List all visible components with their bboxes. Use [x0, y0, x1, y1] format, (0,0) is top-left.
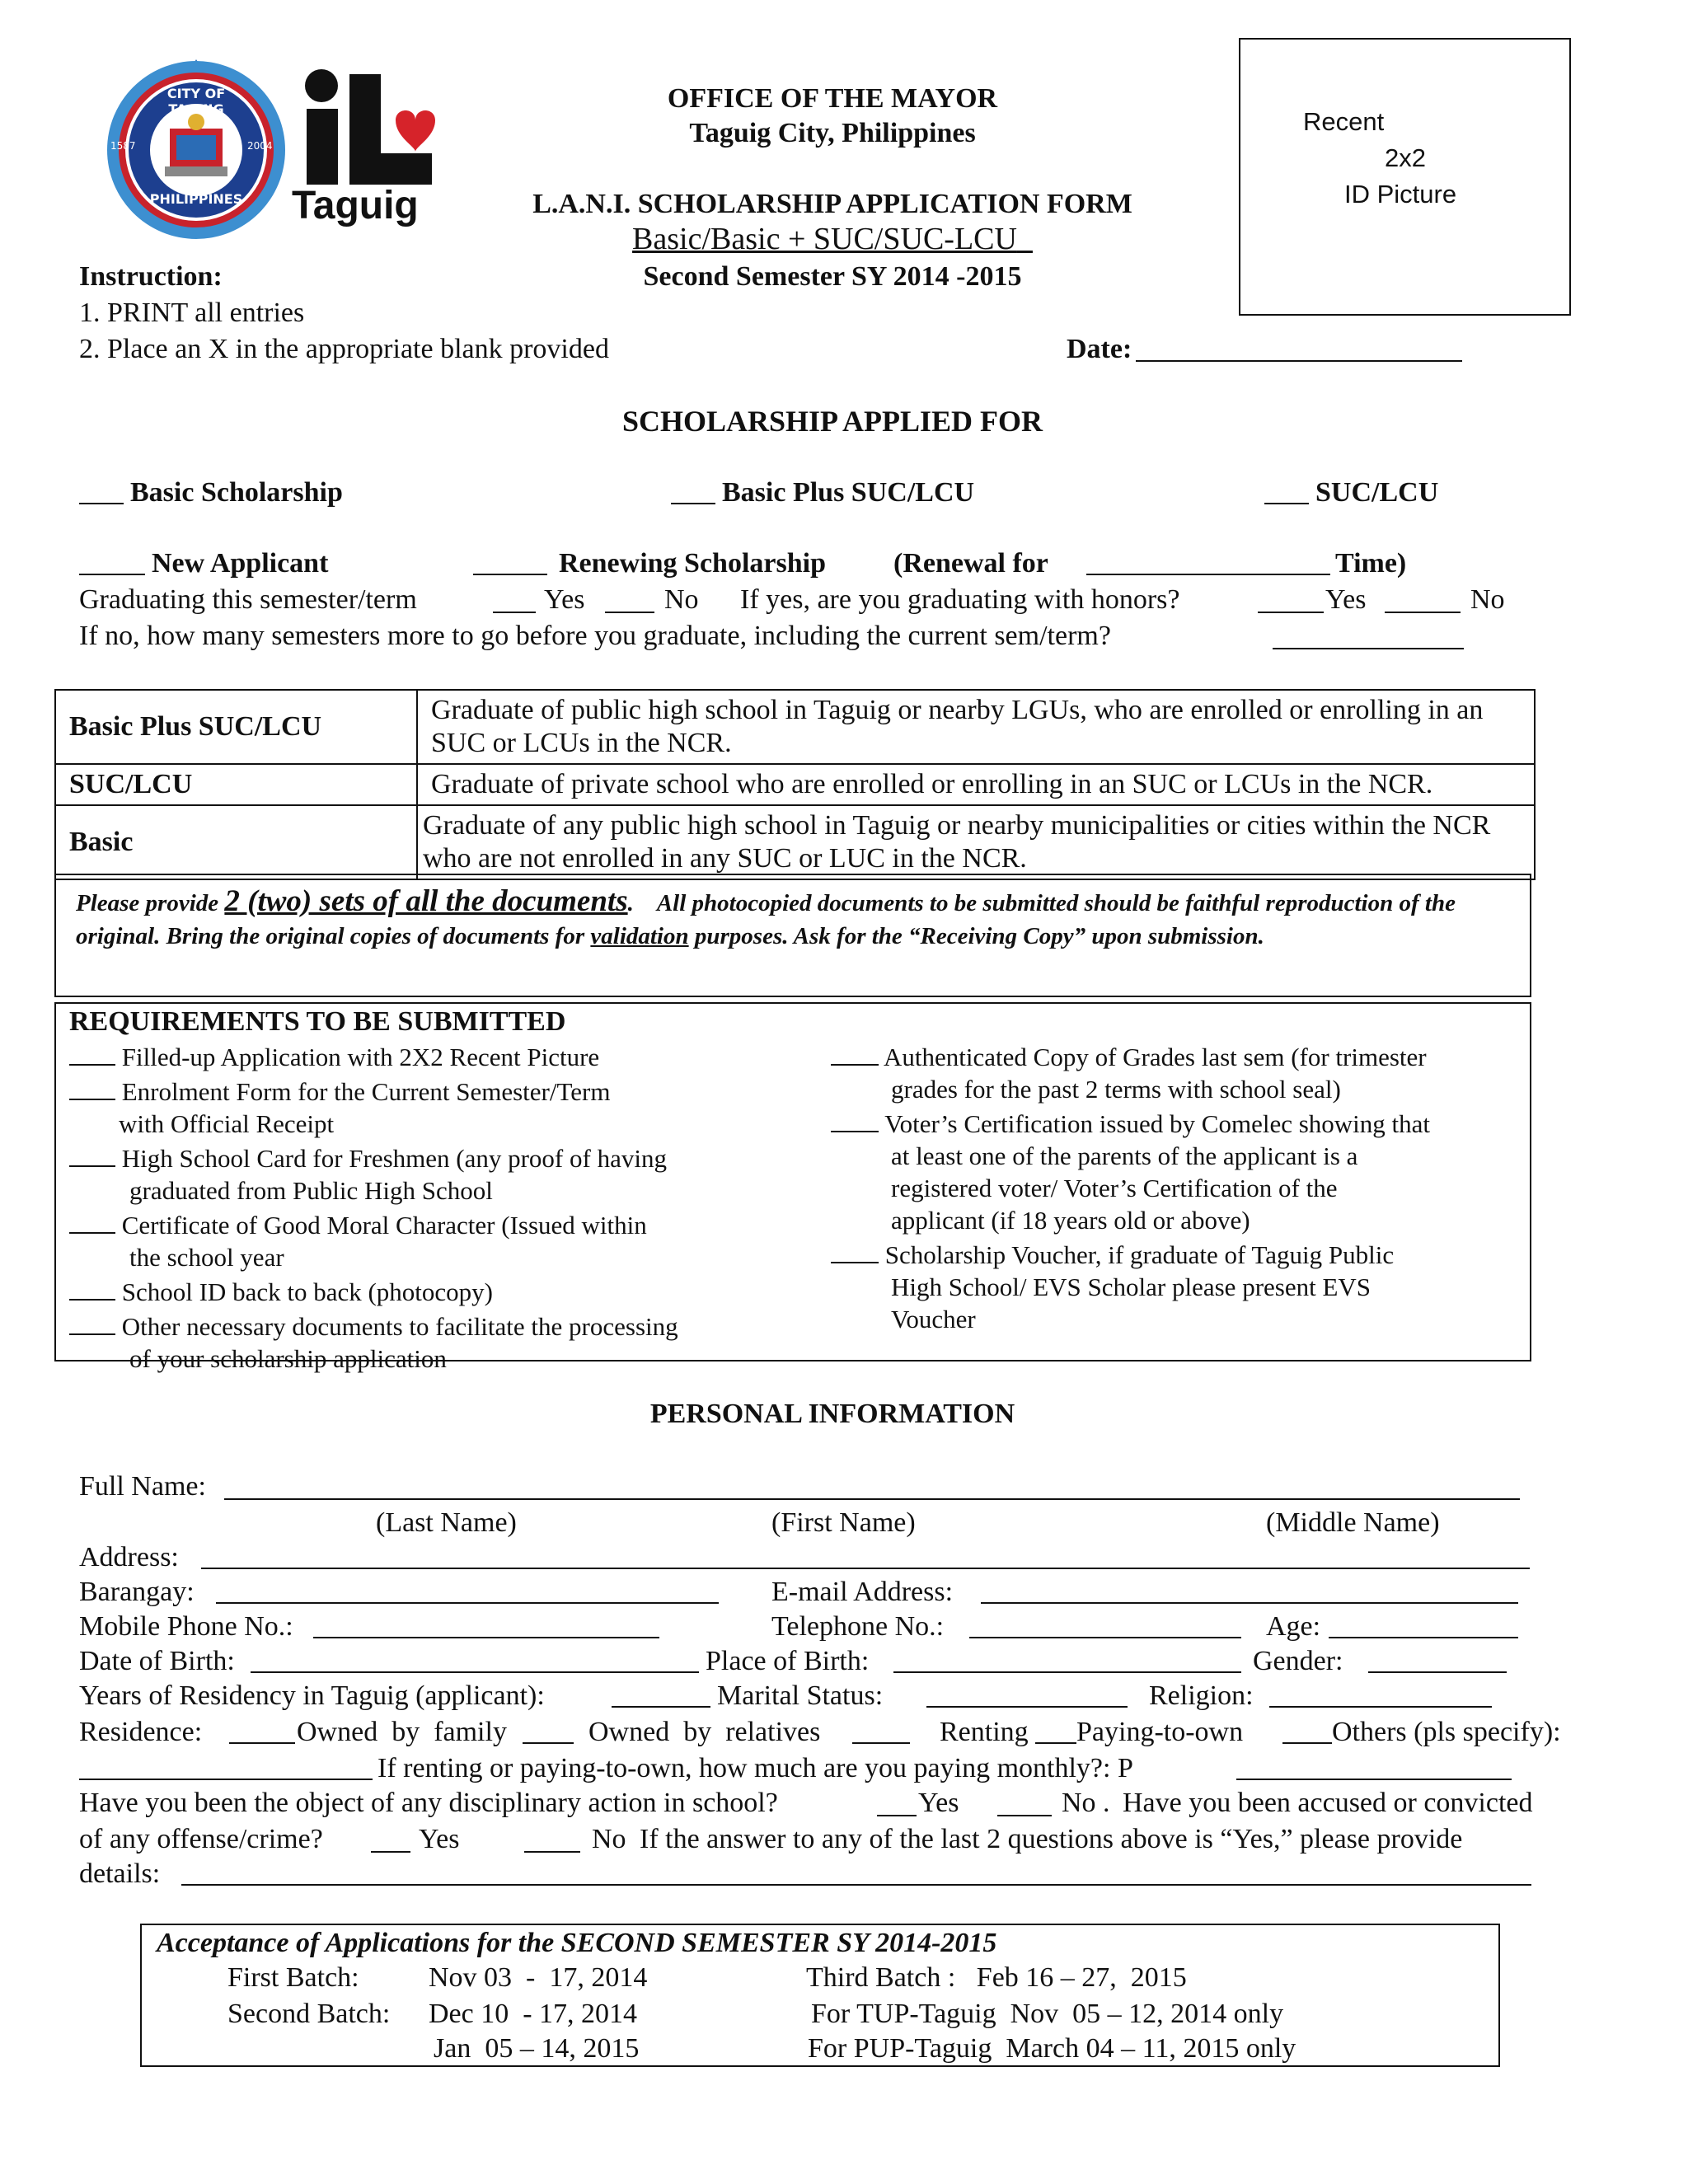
others-specify-field[interactable] — [79, 1779, 373, 1780]
years-label: Years of Residency in Taguig (applicant): — [79, 1680, 545, 1711]
personal-heading: PERSONAL INFORMATION — [649, 1399, 1015, 1429]
photo-box-line2: 2x2 — [1385, 143, 1426, 172]
instruction-title: Instruction: — [79, 261, 223, 292]
accused-yes-label: Yes — [419, 1824, 460, 1854]
barangay-label: Barangay: — [79, 1577, 195, 1607]
mobile-label: Mobile Phone No.: — [79, 1611, 293, 1642]
dob-label: Date of Birth: — [79, 1646, 235, 1676]
owned-family-label: Owned by family — [297, 1717, 507, 1747]
req-blank[interactable] — [69, 1273, 115, 1301]
renewal-time-label: Time) — [1335, 548, 1407, 579]
accused-yes-blank[interactable] — [371, 1851, 410, 1853]
photo-box — [1239, 38, 1571, 316]
req-blank[interactable] — [69, 1140, 115, 1167]
others-blank[interactable] — [1282, 1742, 1332, 1744]
honors-yes-label: Yes — [1325, 584, 1367, 615]
years-field[interactable] — [612, 1706, 710, 1708]
req-text: Certificate of Good Moral Character (Issued within — [121, 1211, 647, 1240]
req-blank[interactable] — [69, 1073, 115, 1100]
req-text: Filled-up Application with 2X2 Recent Picture — [121, 1043, 600, 1071]
marital-field[interactable] — [926, 1706, 1128, 1708]
list-item — [69, 1207, 811, 1241]
notice-p4: All photocopied documents to be submitted should be faithful reproduction of the original. Bring the original copies of documents for — [76, 890, 1456, 949]
req-text: graduated from Public High School — [129, 1176, 493, 1205]
notice-p3: . — [627, 890, 634, 916]
basic-scholarship-blank[interactable] — [79, 503, 124, 504]
req-text: grades for the past 2 terms with school seal) — [891, 1075, 1341, 1104]
religion-field[interactable] — [1269, 1706, 1492, 1708]
dob-field[interactable] — [251, 1671, 699, 1673]
seal-year-left: 1587 — [110, 140, 136, 152]
honors-no-label: No — [1470, 584, 1505, 615]
list-item — [831, 1105, 1523, 1140]
pup-dates: For PUP-Taguig March 04 – 11, 2015 only — [808, 2033, 1296, 2064]
seal-text-bottom: PHILIPPINES — [149, 191, 243, 207]
honors-no-blank[interactable] — [1385, 612, 1461, 613]
second-batch-date: Dec 10 - 17, 2014 — [429, 1999, 638, 2029]
photo-box-line1: Recent — [1303, 107, 1385, 136]
instruction-1: 1. PRINT all entries — [79, 298, 305, 328]
criteria-desc: Graduate of public high school in Taguig or nearby LGUs, who are enrolled or enrolling in an SUC or LCUs in the NCR. — [417, 690, 1535, 764]
requirements-right-list — [831, 1038, 1523, 1335]
accused-no-label: No — [592, 1824, 626, 1854]
suc-lcu-label: SUC/LCU — [1315, 477, 1439, 508]
residence-label: Residence: — [79, 1717, 203, 1747]
semesters-field[interactable] — [1273, 648, 1464, 649]
honors-yes-blank[interactable] — [1258, 612, 1324, 613]
address-field[interactable] — [201, 1568, 1530, 1569]
graduating-no-label: No — [664, 584, 699, 615]
list-item — [831, 1038, 1523, 1073]
date-label: Date: — [1067, 334, 1132, 364]
accused-question-2: of any offense/crime? — [79, 1824, 323, 1854]
seal-year-right: 2004 — [247, 140, 273, 152]
notice-text — [76, 885, 1513, 953]
office-title: OFFICE OF THE MAYOR — [667, 83, 998, 114]
notice-p1: Please provide — [76, 890, 219, 916]
renewal-count-field[interactable] — [1086, 574, 1330, 575]
mobile-field[interactable] — [313, 1637, 659, 1638]
list-item — [69, 1140, 811, 1174]
paying-label: Paying-to-own — [1076, 1717, 1244, 1747]
notice-p2: 2 (two) sets of all the documents — [224, 884, 628, 918]
notice-p5: validation — [590, 923, 689, 949]
graduating-yes-label: Yes — [544, 584, 585, 615]
disciplinary-no-label: No . — [1062, 1788, 1110, 1818]
owned-family-blank[interactable] — [229, 1742, 295, 1744]
barangay-field[interactable] — [216, 1602, 719, 1604]
criteria-desc: Graduate of any public high school in Taguig or nearby municipalities or cities within the NCR who are not enrolled in any SUC or LUC in the NCR. — [417, 805, 1535, 879]
table-row — [55, 690, 1535, 764]
gender-label: Gender: — [1253, 1646, 1343, 1676]
renting-question: If renting or paying-to-own, how much are you paying monthly?: P — [377, 1753, 1133, 1783]
req-text: of your scholarship application — [129, 1344, 447, 1373]
if-yes-text: If the answer to any of the last 2 questions above is “Yes,” please provide — [640, 1824, 1463, 1854]
criteria-table — [54, 689, 1536, 880]
semesters-question: If no, how many semesters more to go before you graduate, including the current sem/term? — [79, 621, 1111, 651]
age-label: Age: — [1266, 1611, 1321, 1642]
req-blank[interactable] — [69, 1038, 115, 1066]
pob-field[interactable] — [893, 1671, 1241, 1673]
honors-question: If yes, are you graduating with honors? — [740, 584, 1180, 615]
requirements-left-list — [69, 1038, 811, 1375]
list-item — [69, 1273, 811, 1308]
tup-dates: For TUP-Taguig Nov 05 – 12, 2014 only — [811, 1999, 1284, 2029]
form-subtitle — [495, 219, 1170, 259]
req-blank[interactable] — [831, 1038, 879, 1066]
renewing-label: Renewing Scholarship — [559, 548, 826, 579]
address-label: Address: — [79, 1542, 179, 1572]
req-text: at least one of the parents of the applicant is a — [891, 1141, 1358, 1170]
others-label: Others (pls specify): — [1332, 1717, 1561, 1747]
form-subtitle-text: Basic/Basic + SUC/SUC-LCU — [632, 222, 1017, 256]
graduating-label: Graduating this semester/term — [79, 584, 417, 615]
seal-text-top: CITY OF TAGUIG — [166, 86, 226, 117]
middle-name-hint: (Middle Name) — [1266, 1507, 1440, 1538]
new-applicant-label: New Applicant — [152, 548, 329, 579]
graduating-no-blank[interactable] — [605, 612, 654, 613]
disciplinary-question: Have you been the object of any disciplinary action in school? — [79, 1788, 778, 1818]
renting-blank[interactable] — [852, 1742, 910, 1744]
req-blank[interactable] — [831, 1236, 879, 1263]
criteria-type: Basic Plus SUC/LCU — [55, 690, 417, 764]
requirements-title: REQUIREMENTS TO BE SUBMITTED — [69, 1006, 566, 1037]
req-blank[interactable] — [831, 1105, 879, 1132]
table-row — [55, 805, 1535, 879]
religion-label: Religion: — [1149, 1680, 1254, 1711]
new-applicant-blank[interactable] — [79, 574, 145, 575]
city-title: Taguig City, Philippines — [689, 118, 976, 148]
semester-title: Second Semester SY 2014 -2015 — [643, 261, 1022, 292]
first-name-hint: (First Name) — [771, 1507, 916, 1538]
disciplinary-yes-blank[interactable] — [877, 1815, 917, 1816]
second-batch-label: Second Batch: — [227, 1999, 391, 2029]
marital-label: Marital Status: — [717, 1680, 884, 1711]
req-text: the school year — [129, 1243, 284, 1272]
renewing-blank[interactable] — [473, 574, 547, 575]
list-item — [69, 1038, 811, 1073]
full-name-label: Full Name: — [79, 1471, 206, 1502]
table-row — [55, 764, 1535, 805]
req-text: High School/ EVS Scholar please present EVS — [891, 1272, 1372, 1301]
email-label: E-mail Address: — [771, 1577, 954, 1607]
date-field[interactable] — [1136, 360, 1462, 362]
req-text: registered voter/ Voter’s Certification of the — [891, 1174, 1338, 1202]
instruction-2: 2. Place an X in the appropriate blank provided — [79, 334, 609, 364]
owned-relatives-label: Owned by relatives — [588, 1717, 821, 1747]
email-field[interactable] — [981, 1602, 1518, 1604]
monthly-payment-field[interactable] — [1236, 1779, 1512, 1780]
criteria-type: Basic — [55, 805, 417, 879]
req-blank[interactable] — [69, 1308, 115, 1335]
details-label: details: — [79, 1858, 161, 1889]
owned-relatives-blank[interactable] — [523, 1742, 574, 1744]
basic-plus-blank[interactable] — [671, 503, 715, 504]
logo-word: Taguig — [292, 184, 419, 227]
disciplinary-no-blank[interactable] — [997, 1815, 1052, 1816]
scholarship-heading: SCHOLARSHIP APPLIED FOR — [621, 405, 1043, 438]
req-text: Voucher — [891, 1305, 976, 1333]
renting-label: Renting — [940, 1717, 1029, 1747]
full-name-field[interactable] — [224, 1498, 1520, 1500]
notice-p6: purposes. Ask for the “Receiving Copy” upon submission. — [694, 923, 1264, 949]
req-blank[interactable] — [69, 1207, 115, 1234]
list-item — [831, 1236, 1523, 1271]
req-text: Enrolment Form for the Current Semester/Term — [121, 1077, 611, 1106]
gender-field[interactable] — [1368, 1671, 1507, 1673]
form-title: L.A.N.I. SCHOLARSHIP APPLICATION FORM — [532, 189, 1132, 219]
details-field[interactable] — [181, 1884, 1531, 1886]
first-batch-date: Nov 03 - 17, 2014 — [429, 1962, 648, 1993]
req-text: applicant (if 18 years old or above) — [891, 1206, 1250, 1235]
criteria-type: SUC/LCU — [55, 764, 417, 805]
acceptance-title: Acceptance of Applications for the SECOND SEMESTER SY 2014-2015 — [157, 1928, 997, 1958]
disciplinary-yes-label: Yes — [918, 1788, 959, 1818]
accused-no-blank[interactable] — [524, 1851, 580, 1853]
req-text: with Official Receipt — [119, 1109, 335, 1138]
first-batch-label: First Batch: — [227, 1962, 359, 1993]
list-item — [69, 1308, 811, 1343]
age-field[interactable] — [1329, 1637, 1518, 1638]
basic-plus-label: Basic Plus SUC/LCU — [722, 477, 975, 508]
notice-box — [54, 874, 1531, 997]
suc-lcu-blank[interactable] — [1264, 503, 1309, 504]
graduating-yes-blank[interactable] — [493, 612, 536, 613]
req-text: Scholarship Voucher, if graduate of Taguig Public — [884, 1240, 1395, 1269]
last-name-hint: (Last Name) — [376, 1507, 517, 1538]
paying-blank[interactable] — [1035, 1742, 1076, 1744]
req-text: Authenticated Copy of Grades last sem (for trimester — [884, 1043, 1427, 1071]
telephone-field[interactable] — [969, 1637, 1241, 1638]
req-text: Other necessary documents to facilitate the processing — [121, 1312, 678, 1341]
req-text: School ID back to back (photocopy) — [121, 1277, 493, 1306]
accused-question-1: Have you been accused or convicted — [1123, 1788, 1533, 1818]
renewal-for-label: (Renewal for — [893, 548, 1048, 579]
criteria-desc: Graduate of private school who are enrolled or enrolling in an SUC or LCUs in the NCR. — [417, 764, 1535, 805]
req-text: High School Card for Freshmen (any proof of having — [121, 1144, 667, 1173]
second-batch-date-2: Jan 05 – 14, 2015 — [434, 2033, 640, 2064]
list-item — [69, 1073, 811, 1108]
pob-label: Place of Birth: — [706, 1646, 870, 1676]
basic-scholarship-label: Basic Scholarship — [130, 477, 343, 508]
req-text: Voter’s Certification issued by Comelec showing that — [884, 1109, 1431, 1138]
third-batch: Third Batch : Feb 16 – 27, 2015 — [806, 1962, 1187, 1993]
telephone-label: Telephone No.: — [771, 1611, 945, 1642]
photo-box-line3: ID Picture — [1344, 180, 1457, 209]
